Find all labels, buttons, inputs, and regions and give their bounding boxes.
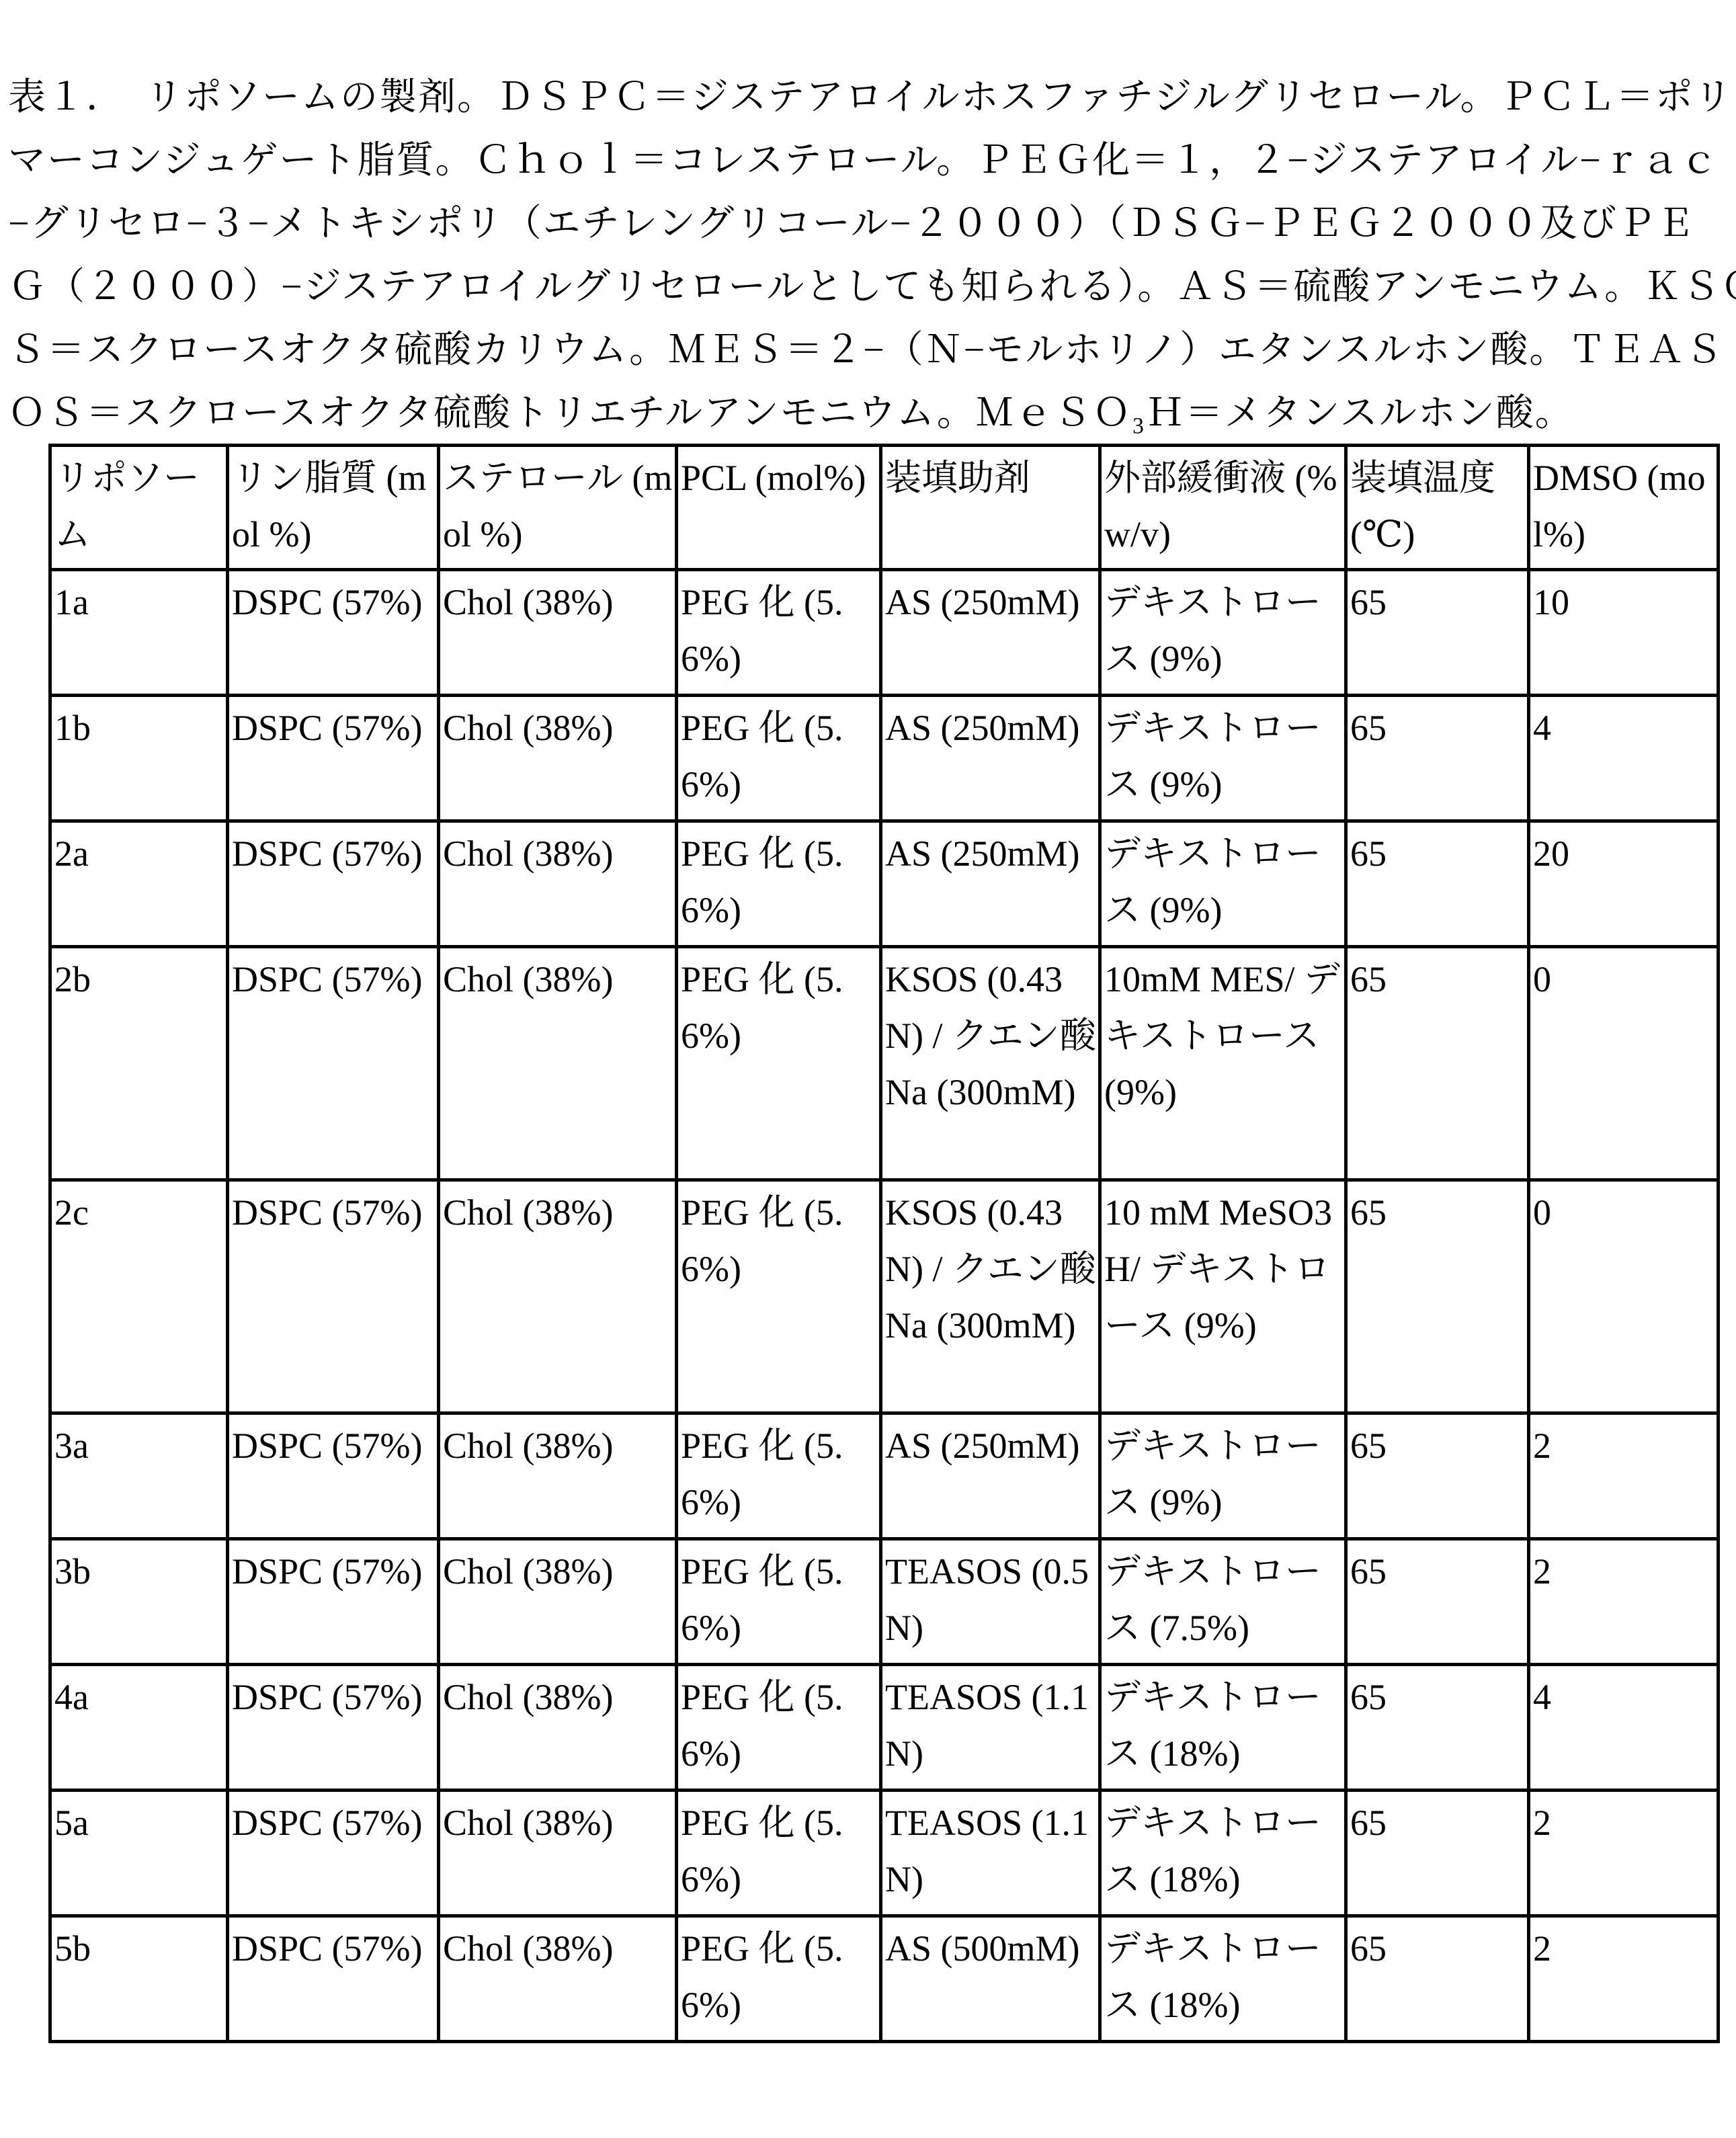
table-cell: デキストロース (9%) <box>1100 696 1346 821</box>
table-cell: DSPC (57%) <box>228 570 439 696</box>
table-cell: DSPC (57%) <box>228 947 439 1180</box>
table-cell: Chol (38%) <box>439 1413 677 1539</box>
table-cell: 4 <box>1529 696 1719 821</box>
table-cell: PEG 化 (5.6%) <box>677 1791 881 1916</box>
table-cell: 1b <box>50 696 228 821</box>
table-cell: Chol (38%) <box>439 1539 677 1665</box>
table-cell: 2 <box>1529 1413 1719 1539</box>
table-cell: AS (250mM) <box>881 696 1100 821</box>
table-cell: DSPC (57%) <box>228 1413 439 1539</box>
table-cell: デキストロース (9%) <box>1100 821 1346 947</box>
table-cell: PEG 化 (5.6%) <box>677 1665 881 1791</box>
table-cell: DSPC (57%) <box>228 1916 439 2042</box>
table-cell: 2 <box>1529 1791 1719 1916</box>
table-cell: DSPC (57%) <box>228 821 439 947</box>
table-cell: KSOS (0.43N) / クエン酸 Na (300mM) <box>881 947 1100 1180</box>
table-cell: 65 <box>1346 821 1529 947</box>
table-row <box>50 1665 1719 1791</box>
table-row <box>50 947 1719 1180</box>
table-cell: TEASOS (1.1N) <box>881 1665 1100 1791</box>
column-header: リン脂質 (mol %) <box>228 446 439 570</box>
table-cell: 65 <box>1346 1916 1529 2042</box>
table-cell: 10 <box>1529 570 1719 696</box>
table-cell: 65 <box>1346 1413 1529 1539</box>
table-cell: 2 <box>1529 1916 1719 2042</box>
table-cell: PEG 化 (5.6%) <box>677 947 881 1180</box>
table-cell: Chol (38%) <box>439 821 677 947</box>
table-cell: Chol (38%) <box>439 1791 677 1916</box>
table-cell: AS (500mM) <box>881 1916 1100 2042</box>
table-cell: AS (250mM) <box>881 1413 1100 1539</box>
column-header: リポソーム <box>50 446 228 570</box>
table-cell: Chol (38%) <box>439 570 677 696</box>
table-cell: Chol (38%) <box>439 947 677 1180</box>
table-cell: 10 mM MeSO3H/ デキストロース (9%) <box>1100 1180 1346 1413</box>
table-cell: 3b <box>50 1539 228 1665</box>
table-cell: 4 <box>1529 1665 1719 1791</box>
table-cell: デキストロース (9%) <box>1100 1413 1346 1539</box>
table-cell: 2c <box>50 1180 228 1413</box>
table-row <box>50 1413 1719 1539</box>
column-header: 外部緩衝液 (% w/v) <box>1100 446 1346 570</box>
table-cell: KSOS (0.43N) / クエン酸 Na (300mM) <box>881 1180 1100 1413</box>
table-cell: DSPC (57%) <box>228 1180 439 1413</box>
table-cell: PEG 化 (5.6%) <box>677 1539 881 1665</box>
table-cell: 2 <box>1529 1539 1719 1665</box>
table-cell: デキストロース (18%) <box>1100 1916 1346 2042</box>
table-row <box>50 570 1719 696</box>
table-cell: 5a <box>50 1791 228 1916</box>
table-cell: 20 <box>1529 821 1719 947</box>
table-cell: PEG 化 (5.6%) <box>677 1916 881 2042</box>
table-cell: PEG 化 (5.6%) <box>677 1413 881 1539</box>
table-row <box>50 1791 1719 1916</box>
table-cell: 65 <box>1346 570 1529 696</box>
table-cell: 0 <box>1529 947 1719 1180</box>
table-cell: DSPC (57%) <box>228 696 439 821</box>
table-cell: 65 <box>1346 947 1529 1180</box>
table-cell: 65 <box>1346 1665 1529 1791</box>
table-cell: 0 <box>1529 1180 1719 1413</box>
table-cell: Chol (38%) <box>439 696 677 821</box>
table-cell: デキストロース (9%) <box>1100 570 1346 696</box>
caption-line: 表１． リポソームの製剤。ＤＳＰＣ＝ジステアロイルホスファチジルグリセロール。ＰＣＬ＝ポリ <box>8 66 1729 129</box>
column-header: PCL (mol%) <box>677 446 881 570</box>
table-cell: PEG 化 (5.6%) <box>677 570 881 696</box>
caption-line: Ｇ（２０００）−ジステアロイルグリセロールとしても知られる）。ＡＳ＝硫酸アンモニウム。ＫＳＯ <box>8 255 1729 319</box>
table-cell: 1a <box>50 570 228 696</box>
table-cell: TEASOS (0.5N) <box>881 1539 1100 1665</box>
table-cell: 5b <box>50 1916 228 2042</box>
table-cell: 10mM MES/ デキストロース (9%) <box>1100 947 1346 1180</box>
caption-line: Ｓ＝スクロースオクタ硫酸カリウム。ＭＥＳ＝２−（Ｎ−モルホリノ）エタンスルホン酸。ＴＥＡＳ <box>8 319 1729 382</box>
table-cell: Chol (38%) <box>439 1665 677 1791</box>
table-row <box>50 696 1719 821</box>
table-cell: 3a <box>50 1413 228 1539</box>
table-cell: AS (250mM) <box>881 821 1100 947</box>
table-caption <box>8 66 1729 445</box>
table-cell: デキストロース (7.5%) <box>1100 1539 1346 1665</box>
table-row <box>50 1916 1719 2042</box>
table-cell: PEG 化 (5.6%) <box>677 696 881 821</box>
table-cell: デキストロース (18%) <box>1100 1665 1346 1791</box>
caption-line: マーコンジュゲート脂質。Ｃｈｏｌ＝コレステロール。ＰＥＧ化＝１，２−ジステアロイル−ｒａｃ <box>8 129 1729 192</box>
table-cell: 2b <box>50 947 228 1180</box>
table-cell: 65 <box>1346 1791 1529 1916</box>
table-cell: TEASOS (1.1N) <box>881 1791 1100 1916</box>
table-row <box>50 1539 1719 1665</box>
table-cell: 65 <box>1346 1539 1529 1665</box>
header-row <box>50 446 1719 570</box>
table-cell: 2a <box>50 821 228 947</box>
table-cell: DSPC (57%) <box>228 1791 439 1916</box>
table-cell: 65 <box>1346 1180 1529 1413</box>
table-cell: 65 <box>1346 696 1529 821</box>
table-cell: 4a <box>50 1665 228 1791</box>
liposome-formulation-table <box>48 444 1720 2043</box>
column-header: 装填助剤 <box>881 446 1100 570</box>
caption-line: ＯＳ＝スクロースオクタ硫酸トリエチルアンモニウム。ＭｅＳＯ₃Ｈ＝メタンスルホン酸。 <box>8 382 1729 445</box>
table-cell: PEG 化 (5.6%) <box>677 821 881 947</box>
caption-line: −グリセロ−３−メトキシポリ（エチレングリコール−２０００）（ＤＳＧ−ＰＥＧ２０００及びＰＥ <box>8 192 1729 255</box>
column-header: DMSO (mol%) <box>1529 446 1719 570</box>
table-cell: Chol (38%) <box>439 1180 677 1413</box>
table-row <box>50 821 1719 947</box>
table-cell: DSPC (57%) <box>228 1665 439 1791</box>
table-cell: デキストロース (18%) <box>1100 1791 1346 1916</box>
table-cell: PEG 化 (5.6%) <box>677 1180 881 1413</box>
table-row <box>50 1180 1719 1413</box>
column-header: ステロール (mol %) <box>439 446 677 570</box>
column-header: 装填温度 (℃) <box>1346 446 1529 570</box>
table-cell: DSPC (57%) <box>228 1539 439 1665</box>
table-cell: Chol (38%) <box>439 1916 677 2042</box>
table-cell: AS (250mM) <box>881 570 1100 696</box>
